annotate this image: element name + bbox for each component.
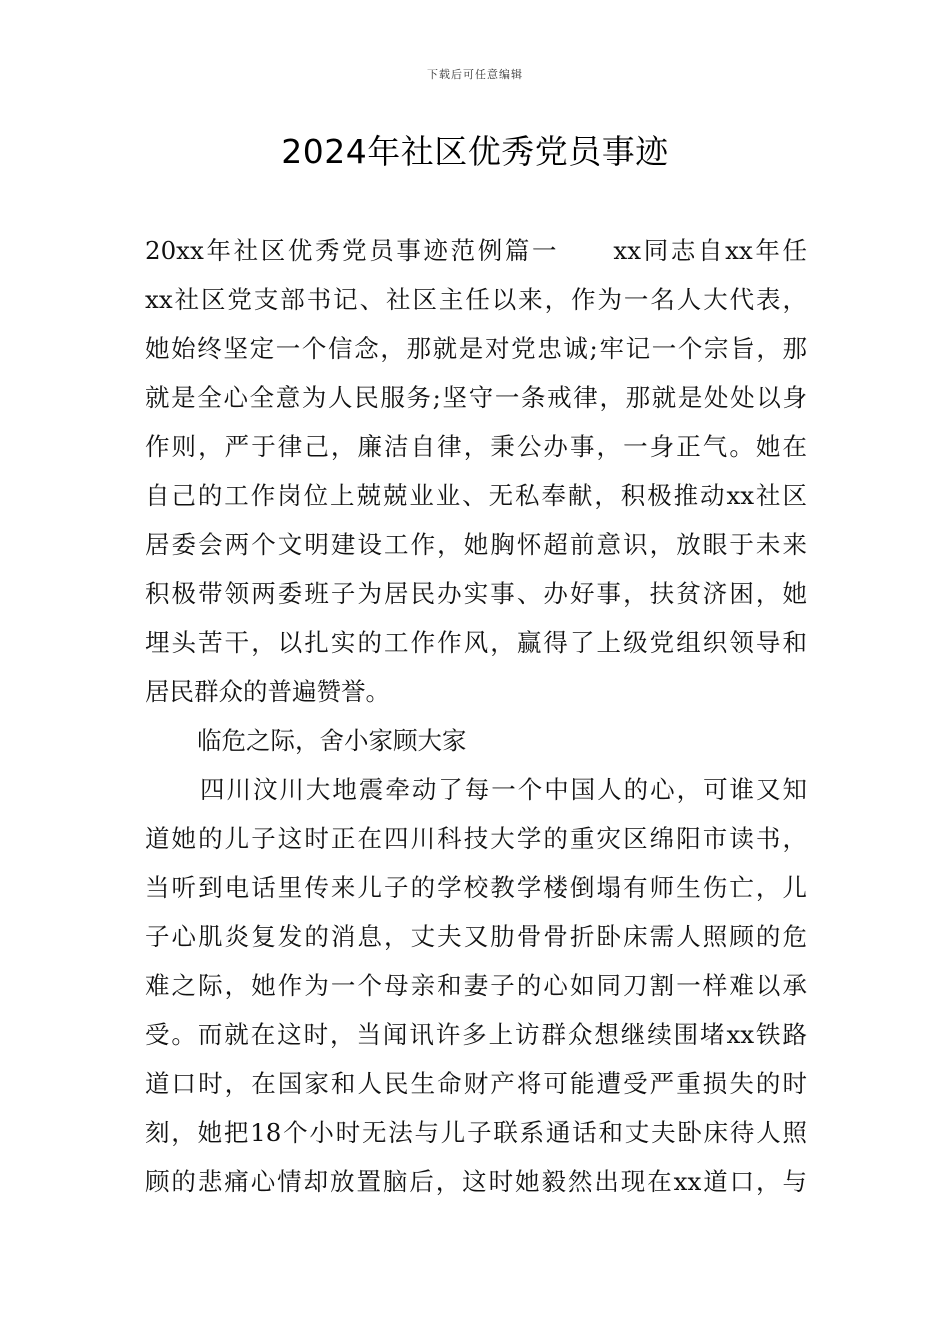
paragraph-2-line: 难之际，她作为一个母亲和妻子的心如同刀割一样难以承 (145, 971, 807, 1000)
document-body (145, 226, 807, 1206)
paragraph-2-line: 顾的悲痛心情却放置脑后，这时她毅然出现在xx道口，与 (145, 1167, 807, 1196)
paragraph-2-line: 道她的儿子这时正在四川科技大学的重灾区绵阳市读书， (145, 824, 807, 853)
paragraph-1-line: 作则，严于律己，廉洁自律，秉公办事，一身正气。她在 (145, 432, 807, 461)
paragraph-1-line: 她始终坚定一个信念，那就是对党忠诚;牢记一个宗旨，那 (145, 334, 807, 363)
paragraph-2-line: 子心肌炎复发的消息，丈夫又肋骨骨折卧床需人照顾的危 (145, 922, 807, 951)
paragraph-2-line: 四川汶川大地震牵动了每一个中国人的心，可谁又知 (200, 775, 807, 804)
paragraph-2-line: 受。而就在这时，当闻讯许多上访群众想继续围堵xx铁路 (145, 1020, 807, 1049)
paragraph-1-line: xx社区党支部书记、社区主任以来，作为一名人大代表， (145, 285, 807, 314)
paragraph-1-line: 自己的工作岗位上兢兢业业、无私奉献，积极推动xx社区 (145, 481, 807, 510)
subheading: 临危之际，舍小家顾大家 (197, 726, 467, 755)
header-note: 下载后可任意编辑 (427, 68, 523, 81)
paragraph-1-line: 埋头苦干，以扎实的工作作风，赢得了上级党组织领导和 (145, 628, 807, 657)
paragraph-1-line: 20xx年社区优秀党员事迹范例篇一 xx同志自xx年任 (145, 236, 807, 265)
paragraph-1-line: 居民群众的普遍赞誉。 (145, 677, 390, 706)
paragraph-1-line: 积极带领两委班子为居民办实事、办好事，扶贫济困，她 (145, 579, 807, 608)
document-title: 2024年社区优秀党员事迹 (281, 132, 669, 171)
paragraph-2-line: 道口时，在国家和人民生命财产将可能遭受严重损失的时 (145, 1069, 807, 1098)
paragraph-2-line: 刻，她把18个小时无法与儿子联系通话和丈夫卧床待人照 (145, 1118, 807, 1147)
paragraph-1-line: 就是全心全意为人民服务;坚守一条戒律，那就是处处以身 (145, 383, 807, 412)
paragraph-1-line: 居委会两个文明建设工作，她胸怀超前意识，放眼于未来 (145, 530, 807, 559)
paragraph-2-line: 当听到电话里传来儿子的学校教学楼倒塌有师生伤亡，儿 (145, 873, 807, 902)
